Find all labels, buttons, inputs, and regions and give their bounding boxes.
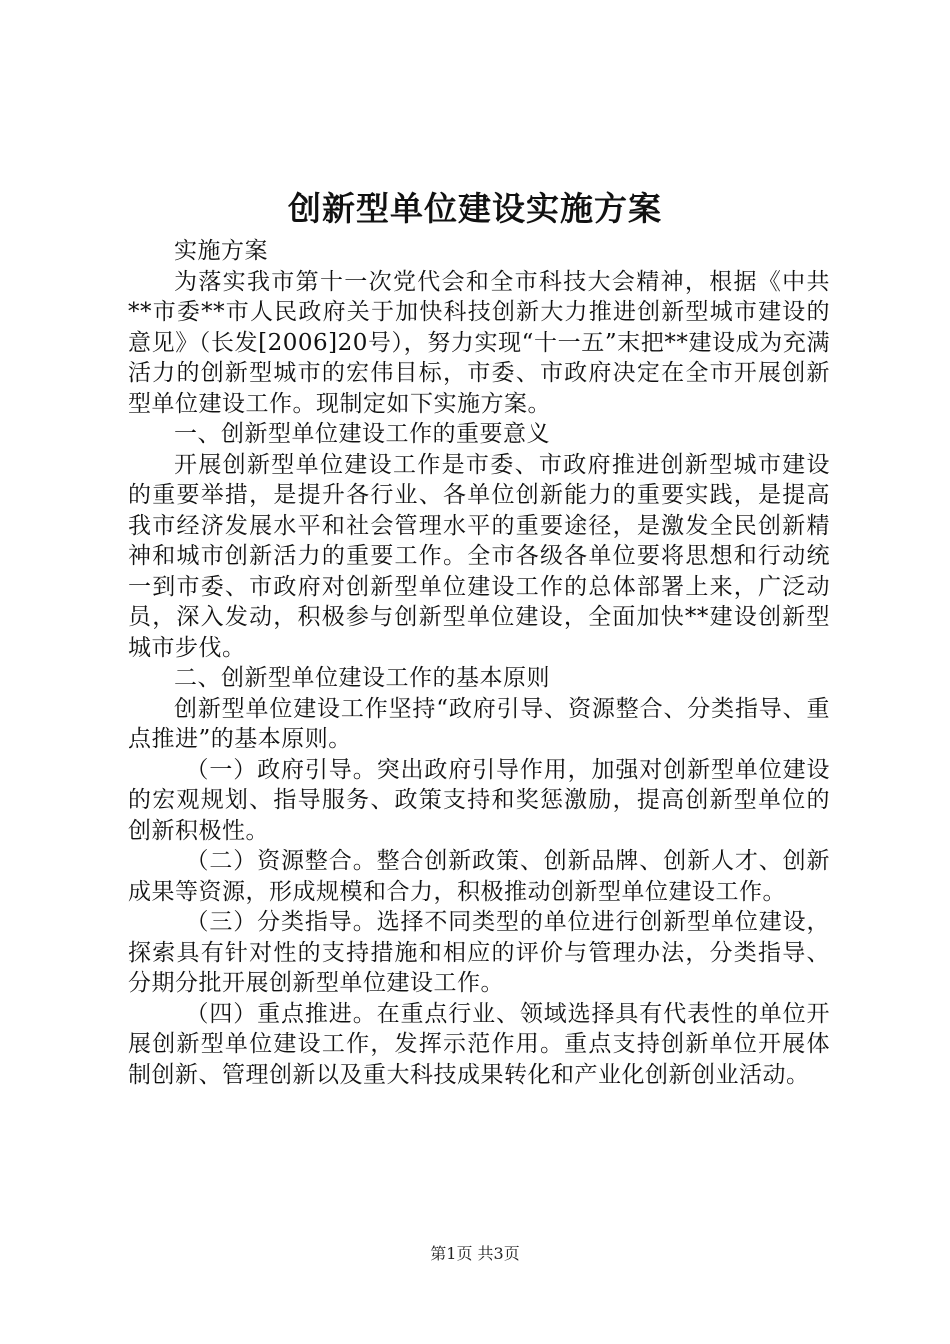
significance-paragraph: 开展创新型单位建设工作是市委、市政府推进创新型城市建设的重要举措，是提升各行业、各单位创新能力的重要实践，是提高我市经济发展水平和社会管理水平的重要途径，是激发全民创新精神和城市创新活力的重要工作。全市各级各单位要将思想和行动统一到市委、市政府对创新型单位建设工作的总体部署上来，广泛动员，深入发动，积极参与创新型单位建设，全面加快**建设创新型城市步伐。 <box>128 451 830 661</box>
principle-resource-integration: （二）资源整合。整合创新政策、创新品牌、创新人才、创新成果等资源，形成规模和合力，积极推动创新型单位建设工作。 <box>128 848 830 905</box>
intro-paragraph: 为落实我市第十一次党代会和全市科技大会精神，根据《中共**市委**市人民政府关于加快科技创新大力推进创新型城市建设的意见》（长发[2006]20号），努力实现“十一五”末把**建设成为充满活力的创新型城市的宏伟目标，市委、市政府决定在全市开展创新型单位建设工作。现制定如下实施方案。 <box>128 268 830 417</box>
heading-principles: 二、创新型单位建设工作的基本原则 <box>174 665 550 691</box>
page-footer: 第1页 共3页 <box>430 1244 520 1263</box>
principle-key-promotion: （四）重点推进。在重点行业、领域选择具有代表性的单位开展创新型单位建设工作，发挥示范作用。重点支持创新单位开展体制创新、管理创新以及重大科技成果转化和产业化创新创业活动。 <box>128 1000 830 1088</box>
heading-significance: 一、创新型单位建设工作的重要意义 <box>174 421 550 447</box>
document-title: 创新型单位建设实施方案 <box>288 189 662 228</box>
principle-classified-guidance: （三）分类指导。选择不同类型的单位进行创新型单位建设，探索具有针对性的支持措施和相应的评价与管理办法，分类指导、分期分批开展创新型单位建设工作。 <box>128 909 830 996</box>
section-label: 实施方案 <box>174 238 268 264</box>
document-body <box>128 236 830 1090</box>
principles-paragraph: 创新型单位建设工作坚持“政府引导、资源整合、分类指导、重点推进”的基本原则。 <box>128 695 830 752</box>
principle-government-guidance: （一）政府引导。突出政府引导作用，加强对创新型单位建设的宏观规划、指导服务、政策支持和奖惩激励，提高创新型单位的创新积极性。 <box>128 756 830 844</box>
